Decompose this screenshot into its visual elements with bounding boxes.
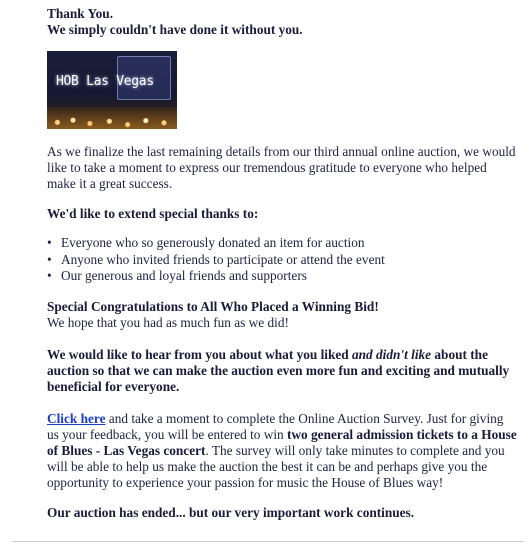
email-content (47, 6, 517, 521)
survey-link[interactable]: Click here (47, 410, 106, 426)
list-item: • Anyone who invited friends to participate or attend the event (47, 251, 385, 267)
intro-paragraph: As we finalize the last remaining details from our third annual online auction, we would like to take a moment to express our tremendous gratitude to everyone who helped make it a great success. (47, 144, 516, 191)
bottom-divider (12, 541, 524, 542)
bullet-icon: • (47, 268, 52, 283)
special-thanks-heading: We'd like to extend special thanks to: (47, 206, 259, 221)
hob-las-vegas-banner-image (47, 51, 177, 129)
bullet-icon: • (47, 235, 52, 250)
congrats-heading: Special Congratulations to All Who Placed a Winning Bid! (47, 298, 379, 314)
feedback-paragraph: We would like to hear from you about what you liked and didn't like about the auction so that we can make the auction even more fun and exciting and mutually beneficial for everyone. (47, 346, 510, 394)
survey-paragraph: Click here and take a moment to complete the Online Auction Survey. Just for giving us your feedback, you will be entered to win two general admission tickets to a House of Blues - Las Vegas concert. The survey will only take minutes to complete and you will be able to help us make the auction the best it can be and perhaps give you the opportunity to experience your passion for music the House of Blues way! (47, 410, 517, 490)
list-item: • Everyone who so generously donated an item for auction (47, 235, 365, 250)
closing-text: Our auction has ended... but our very important work continues. (47, 504, 415, 520)
congrats-text: We hope that you had as much fun as we did! (47, 314, 289, 330)
prize-text: two general admission tickets to a House of Blues - Las Vegas concert (47, 426, 517, 458)
banner-text: HOB Las Vegas (56, 74, 154, 89)
bullet-icon: • (47, 251, 52, 267)
list-item: • Our generous and loyal friends and supporters (47, 268, 307, 283)
feedback-emphasis: and didn't like (352, 346, 432, 362)
congrats-section (47, 299, 517, 331)
thanks-list (47, 235, 517, 285)
city-lights (47, 107, 177, 129)
thank-you-heading: Thank You. (47, 6, 114, 21)
thank-you-subline: We simply couldn't have done it without you. (47, 22, 303, 37)
